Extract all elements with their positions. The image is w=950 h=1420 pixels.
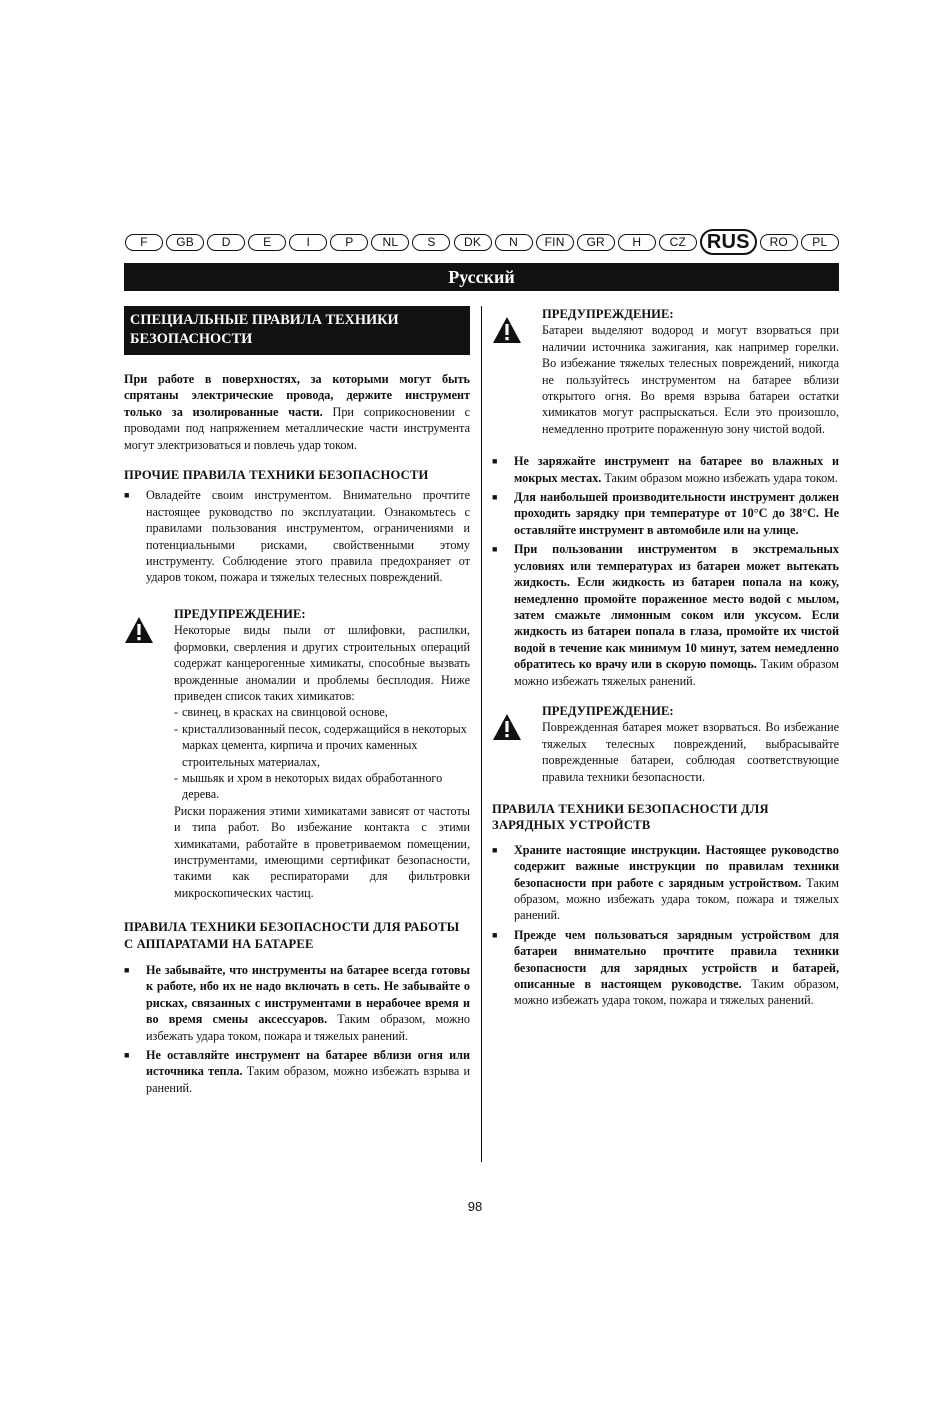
list-item (492, 453, 839, 486)
list-item (492, 489, 839, 538)
lang-tab-dk: DK (454, 234, 492, 251)
warning-triangle-icon (492, 703, 542, 785)
lang-tab-rus-active: RUS (700, 229, 757, 255)
lang-tab-nl: NL (371, 234, 409, 251)
list-item: - мышьяк и хром в некоторых видах обработанного дерева. (174, 770, 470, 803)
list-item (492, 842, 839, 924)
list-item (124, 962, 470, 1044)
bullet-text (514, 927, 839, 1009)
bullet-bold: Не оставляйте инструмент на батарее вблизи огня или источника тепла. (146, 1048, 470, 1079)
bullet-bold: При пользовании инструментом в экстремальных условиях или температурах из батареи может вытекать жидкость. Если жидкость из батареи попала на кожу, немедленно промойте пораженное место водой с мылом, затем смажьте лимонным соком или уксусом. Если жидкость из батареи попала в глаза, промойте их чистой водой в течение как минимум 10 минут, затем немедленно обратитесь ко врачу или в скорую помощь. (514, 542, 839, 672)
lang-tab-s: S (412, 234, 450, 251)
bullet-rest: Таким образом, можно избежать взрыва и ранений. (146, 1064, 470, 1095)
bullet-square-icon: ■ (124, 965, 130, 975)
intro-rest: При соприкосновении с проводами под напряжением металлические части инструмента могут электризоваться и повлечь удар током. (124, 404, 470, 452)
bullet-square-icon: ■ (492, 492, 498, 503)
warning-triangle-icon (124, 606, 174, 901)
lang-tab-cz: CZ (659, 234, 697, 251)
special-rules-heading: СПЕЦИАЛЬНЫЕ ПРАВИЛА ТЕХНИКИ БЕЗОПАСНОСТИ (124, 306, 470, 355)
bullet-square-icon: ■ (492, 456, 498, 467)
lang-tab-ro: RO (760, 234, 798, 251)
lang-tab-d: D (207, 234, 245, 251)
bullet-text (514, 842, 839, 924)
battery-rules-heading: ПРАВИЛА ТЕХНИКИ БЕЗОПАСНОСТИ ДЛЯ РАБОТЫ С АППАРАТАМИ НА БАТАРЕЕ (124, 920, 460, 951)
list-item (124, 487, 470, 585)
warning-triangle-icon (492, 306, 542, 437)
bullet-text (514, 541, 839, 689)
bullet-text (514, 453, 839, 486)
bullet-rest: Таким образом можно избежать тяжелых ранений. (514, 657, 839, 688)
bullet-square-icon: ■ (492, 544, 498, 555)
lang-tab-n: N (495, 234, 533, 251)
other-rules-heading: ПРОЧИЕ ПРАВИЛА ТЕХНИКИ БЕЗОПАСНОСТИ (124, 468, 429, 483)
intro-bold: При работе в поверхностях, за которыми могут быть спрятаны электрические провода, держите инструмент только за изолированные части. (124, 372, 470, 419)
lang-tab-pl: PL (801, 234, 839, 251)
lang-tab-p: P (330, 234, 368, 251)
warning-title: ПРЕДУПРЕЖДЕНИЕ: (174, 606, 306, 621)
warning-after-text: Риски поражения этими химикатами зависят от частоты и типа работ. Во избежание контакта с этими химикатами, работайте в проветриваемом помещении, инструментами, имеющими сертификат безопасности, такими как респираторами для фильтровки микроскопических частиц. (174, 803, 470, 900)
bullet-text (146, 962, 470, 1044)
intro-paragraph (124, 371, 470, 453)
language-selector (125, 231, 839, 253)
warning-title: ПРЕДУПРЕЖДЕНИЕ: (542, 703, 674, 718)
bullet-rest: Таким образом можно избежать удара током. (601, 470, 838, 485)
left-column (124, 306, 470, 1099)
warning-title: ПРЕДУПРЕЖДЕНИЕ: (542, 307, 674, 321)
lang-tab-gr: GR (577, 234, 615, 251)
lang-tab-e: E (248, 234, 286, 251)
warning-content (542, 306, 839, 437)
warning-text: Батареи выделяют водород и могут взорваться при наличии источника зажигания, как например горелки. Во избежание тяжелых телесных повреждений, никогда не пользуйтесь инструментом на батарее вблизи открытого огня. Во время взрыва батареи остатки химикатов могут распрыскаться. Если это произошло, немедленно протрите пораженную зону чистой водой. (542, 323, 839, 436)
lang-tab-i: I (289, 234, 327, 251)
bullet-text (146, 1047, 470, 1096)
bullet-square-icon: ■ (124, 1050, 130, 1061)
warning-text: Некоторые виды пыли от шлифовки, распилки, формовки, сверления и других строительных операций содержат канцерогенные химикаты, способные вызвать врожденные аномалии и проблемы бесплодия. Ниже приведен список таких химикатов: (174, 623, 470, 703)
bullet-bold: Не заряжайте инструмент на батарее во влажных и мокрых местах. (514, 454, 839, 485)
bullet-bold: Для наибольшей производительности инструмент должен проходить зарядку при температуре от 10°C до 38°C. Не оставляйте инструмент в автомобиле или на улице. (514, 490, 839, 537)
warning-content (174, 606, 470, 901)
charger-rules-heading: ПРАВИЛА ТЕХНИКИ БЕЗОПАСНОСТИ ДЛЯ ЗАРЯДНЫХ УСТРОЙСТВ (492, 801, 769, 833)
lang-tab-h: H (618, 234, 656, 251)
warning-block (124, 606, 470, 901)
list-item-text: кристаллизованный песок, содержащийся в некоторых марках цемента, кирпича и прочих каменных строительных материалах, (182, 721, 467, 769)
column-divider (481, 306, 482, 1162)
bullet-bold: Прежде чем пользоваться зарядным устройством для батареи внимательно прочтите правила техники безопасности для зарядных устройств и батарей, описанные в настоящем руководстве. (514, 927, 839, 992)
list-item: - свинец, в красках на свинцовой основе, (174, 705, 388, 720)
bullet-text: Овладейте своим инструментом. Внимательно прочтите настоящее руководство по эксплуатации. Ознакомьтесь с правилами пользования инструментом, ограничениями и потенциальными рисками, свойственными этому инструменту. Соблюдение этого правила предохраняет от ударов током, пожара и тяжелых телесных повреждений. (146, 488, 470, 585)
list-item-text: свинец, в красках на свинцовой основе, (182, 705, 388, 720)
warning-text: Поврежденная батарея может взорваться. Во избежание тяжелых телесных повреждений, выбрасывайте поврежденные батареи, соблюдая соответствующие правила техники безопасности. (542, 720, 839, 784)
bullet-square-icon: ■ (492, 844, 498, 855)
list-item (492, 927, 839, 1009)
lang-tab-fin: FIN (536, 234, 574, 251)
warning-block (492, 306, 839, 437)
list-item (124, 1047, 470, 1096)
bullet-square-icon: ■ (124, 490, 130, 501)
lang-tab-gb: GB (166, 234, 204, 251)
list-item-text: мышьяк и хром в некоторых видах обработанного дерева. (182, 770, 443, 802)
list-item: - кристаллизованный песок, содержащийся в некоторых марках цемента, кирпича и прочих каменных строительных материалах, (174, 721, 470, 770)
warning-block (492, 703, 839, 785)
bullet-rest: Таким образом, можно избежать удара током, пожара и тяжелых ранений. (146, 1012, 470, 1043)
bullet-rest: Таким образом, можно избежать удара током, пожара и тяжелых ранений. (514, 875, 839, 923)
bullet-square-icon: ■ (492, 929, 498, 940)
list-item (492, 541, 839, 689)
right-column (492, 306, 839, 1012)
bullet-bold: Храните настоящие инструкции. Настоящее руководство содержит важные инструкции по правилам техники безопасности при работе с зарядным устройством. (514, 842, 839, 890)
bullet-bold: Не забывайте, что инструменты на батарее всегда готовы к работе, ибо их не надо включать в сеть. Не забывайте о рисках, связанных с инструментами в нерабочее время и во время смены аксессуаров. (146, 963, 470, 1027)
lang-tab-f: F (125, 234, 163, 251)
language-header: Русский (124, 263, 839, 291)
bullet-text (514, 489, 839, 538)
bullet-rest: Таким образом, можно избежать удара током, пожара и тяжелых ранений. (514, 977, 839, 1008)
page-number: 98 (467, 1199, 483, 1214)
warning-content (542, 703, 839, 785)
